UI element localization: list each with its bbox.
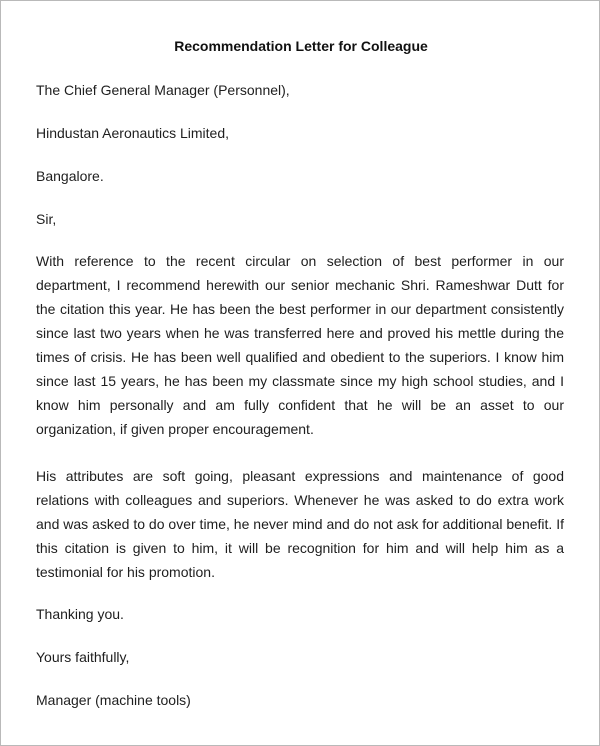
closing-line: Thanking you. [36,606,124,622]
signature-line: Manager (machine tools) [36,692,191,708]
organization-line: Hindustan Aeronautics Limited, [36,125,229,141]
sign-off-line: Yours faithfully, [36,649,130,665]
city-line: Bangalore. [36,168,104,184]
recipient-line: The Chief General Manager (Personnel), [36,82,290,98]
body-paragraph-2: His attributes are soft going, pleasant expressions and maintenance of good relations with colleagues and superiors. Whenever he was asked to do extra work and was asked to do over time, he never mind and do not ask for additional benefit. If this citation is given to him, it will be recognition for him and will help him as a testimonial for his promotion. [36,468,564,580]
document-title: Recommendation Letter for Colleague [174,38,428,54]
salutation: Sir, [36,211,57,227]
body-paragraph-1: With reference to the recent circular on selection of best performer in our department, I recommend herewith our senior mechanic Shri. Rameshwar Dutt for the citation this year. He has been the best performer in our department consistently since last two years when he was transferred here and proved his mettle during the times of crisis. He has been well qualified and obedient to the superiors. I know him since last 15 years, he has been my classmate since my high school studies, and I know him personally and am fully confident that he will be an asset to our organization, if given proper encouragement. [36,253,564,437]
